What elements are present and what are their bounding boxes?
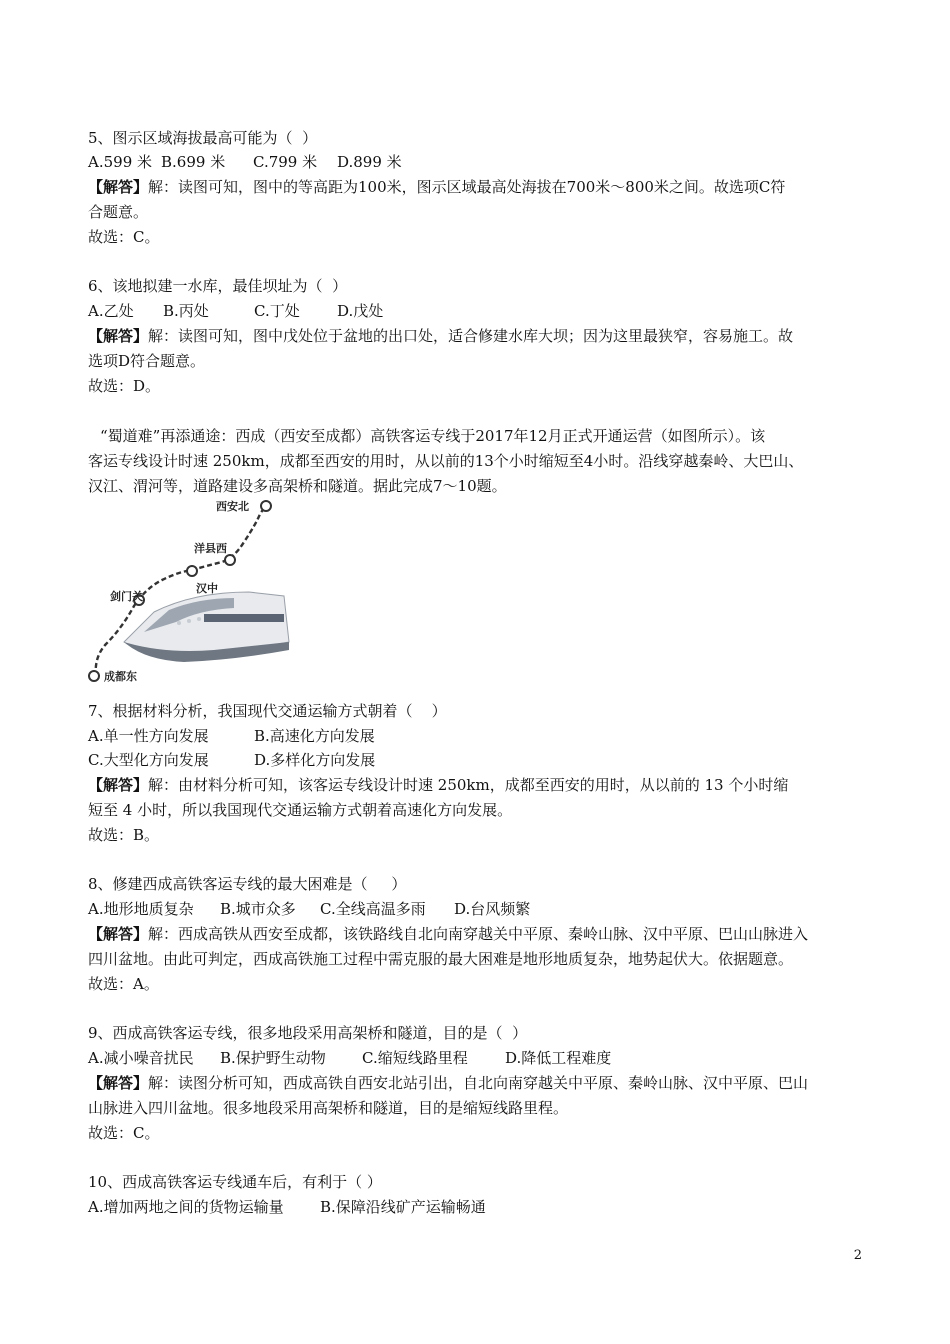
q7-stem: 7、根据材料分析，我国现代交通运输方式朝着（ ） [88, 702, 447, 720]
q10-stem: 10、西成高铁客运专线通车后，有利于（ ） [88, 1173, 382, 1191]
q5-option-a: A.599 米 [88, 153, 152, 171]
q6-option-d: D.戊处 [337, 302, 384, 320]
answer-text: 解：由材料分析可知，该客运专线设计时速 250km，成都至西安的用时，从以前的 13 个小时缩 [148, 776, 789, 794]
q9-choice: 故选：C。 [88, 1124, 160, 1142]
q6-choice: 故选：D。 [88, 377, 161, 395]
q5-answer-line2: 合题意。 [88, 203, 149, 221]
answer-label: 【解答】 [88, 1074, 149, 1092]
q7-answer-line2: 短至 4 小时，所以我国现代交通运输方式朝着高速化方向发展。 [88, 801, 513, 819]
answer-label: 【解答】 [88, 776, 149, 794]
q5-choice: 故选：C。 [88, 228, 160, 246]
q8-answer-line2: 四川盆地。由此可判定，西成高铁施工过程中需克服的最大困难是地形地质复杂，地势起伏大。依据题意。 [88, 950, 794, 968]
q5-option-d: D.899 米 [337, 153, 402, 171]
q7-choice: 故选：B。 [88, 826, 160, 844]
q9-option-a: A.减小噪音扰民 [88, 1049, 194, 1067]
q8-stem: 8、修建西成高铁客运专线的最大困难是（ ） [88, 875, 407, 893]
q6-answer-line1 [88, 326, 793, 346]
q9-answer-line2: 山脉进入四川盆地。很多地段采用高架桥和隧道，目的是缩短线路里程。 [88, 1099, 569, 1117]
page-number: 2 [853, 1248, 862, 1263]
q6-stem: 6、该地拟建一水库，最佳坝址为（ ） [88, 277, 348, 295]
station-label-yangxian: 洋县西 [194, 542, 227, 555]
answer-label: 【解答】 [88, 178, 149, 196]
q6-option-a: A.乙处 [88, 302, 134, 320]
q7-answer-line1 [88, 775, 788, 795]
q8-choice: 故选：A。 [88, 975, 159, 993]
q6-option-c: C.丁处 [254, 302, 300, 320]
q6-option-b: B.丙处 [163, 302, 209, 320]
material-line2: 客运专线设计时速 250km，成都至西安的用时，从以前的13个小时缩短至4小时。沿线穿越秦岭、大巴山、 [88, 452, 804, 470]
q9-answer-line1 [88, 1073, 808, 1093]
answer-text: 解：西成高铁从西安至成都，该铁路线自北向南穿越关中平原、秦岭山脉、汉中平原、巴山山脉进入 [148, 925, 809, 943]
answer-text: 解：读图可知，图中的等高距为100米，图示区域最高处海拔在700米～800米之间。故选项C符 [148, 178, 786, 196]
q7-option-b: B.高速化方向发展 [254, 727, 375, 745]
material-line3: 汉江、渭河等，道路建设多高架桥和隧道。据此完成7～10题。 [88, 477, 507, 495]
q8-option-a: A.地形地质复杂 [88, 900, 194, 918]
q5-option-b: B.699 米 [161, 153, 226, 171]
q10-option-a: A.增加两地之间的货物运输量 [88, 1198, 284, 1216]
q9-option-c: C.缩短线路里程 [362, 1049, 468, 1067]
station-marker-yangxian [225, 555, 235, 565]
q8-option-c: C.全线高温多雨 [320, 900, 426, 918]
q6-answer-line2: 选项D符合题意。 [88, 352, 206, 370]
q5-option-c: C.799 米 [253, 153, 318, 171]
q8-option-d: D.台风频繁 [454, 900, 531, 918]
station-label-chengdu: 成都东 [104, 670, 137, 683]
q7-option-d: D.多样化方向发展 [254, 751, 376, 769]
answer-text: 解：读图分析可知，西成高铁自西安北站引出，自北向南穿越关中平原、秦岭山脉、汉中平原、巴山 [148, 1074, 809, 1092]
q5-stem: 5、图示区域海拔最高可能为（ ） [88, 129, 318, 147]
answer-label: 【解答】 [88, 925, 149, 943]
q9-stem: 9、西成高铁客运专线，很多地段采用高架桥和隧道，目的是（ ） [88, 1024, 528, 1042]
q7-option-a: A.单一性方向发展 [88, 727, 209, 745]
railway-route-figure [84, 492, 294, 687]
q9-option-d: D.降低工程难度 [505, 1049, 612, 1067]
q8-answer-line1 [88, 924, 808, 944]
material-line1: “蜀道难”再添通途：西成（西安至成都）高铁客运专线于2017年12月正式开通运营（如图所示）。该 [100, 427, 766, 445]
q5-answer-line1 [88, 177, 785, 197]
station-marker-xian [261, 501, 271, 511]
train-illustration [124, 592, 289, 662]
q7-option-c: C.大型化方向发展 [88, 751, 209, 769]
answer-text: 解：读图可知，图中戊处位于盆地的出口处，适合修建水库大坝；因为这里最狭窄，容易施工。故 [148, 327, 794, 345]
answer-label: 【解答】 [88, 327, 149, 345]
q8-option-b: B.城市众多 [220, 900, 296, 918]
q10-option-b: B.保障沿线矿产运输畅通 [320, 1198, 486, 1216]
station-marker-chengdu [89, 671, 99, 681]
station-marker-hanzhong [187, 566, 197, 576]
q9-option-b: B.保护野生动物 [220, 1049, 326, 1067]
station-label-hanzhong: 汉中 [196, 582, 218, 595]
station-label-xian: 西安北 [216, 500, 249, 513]
station-label-jianmenguan: 剑门关 [110, 590, 143, 603]
